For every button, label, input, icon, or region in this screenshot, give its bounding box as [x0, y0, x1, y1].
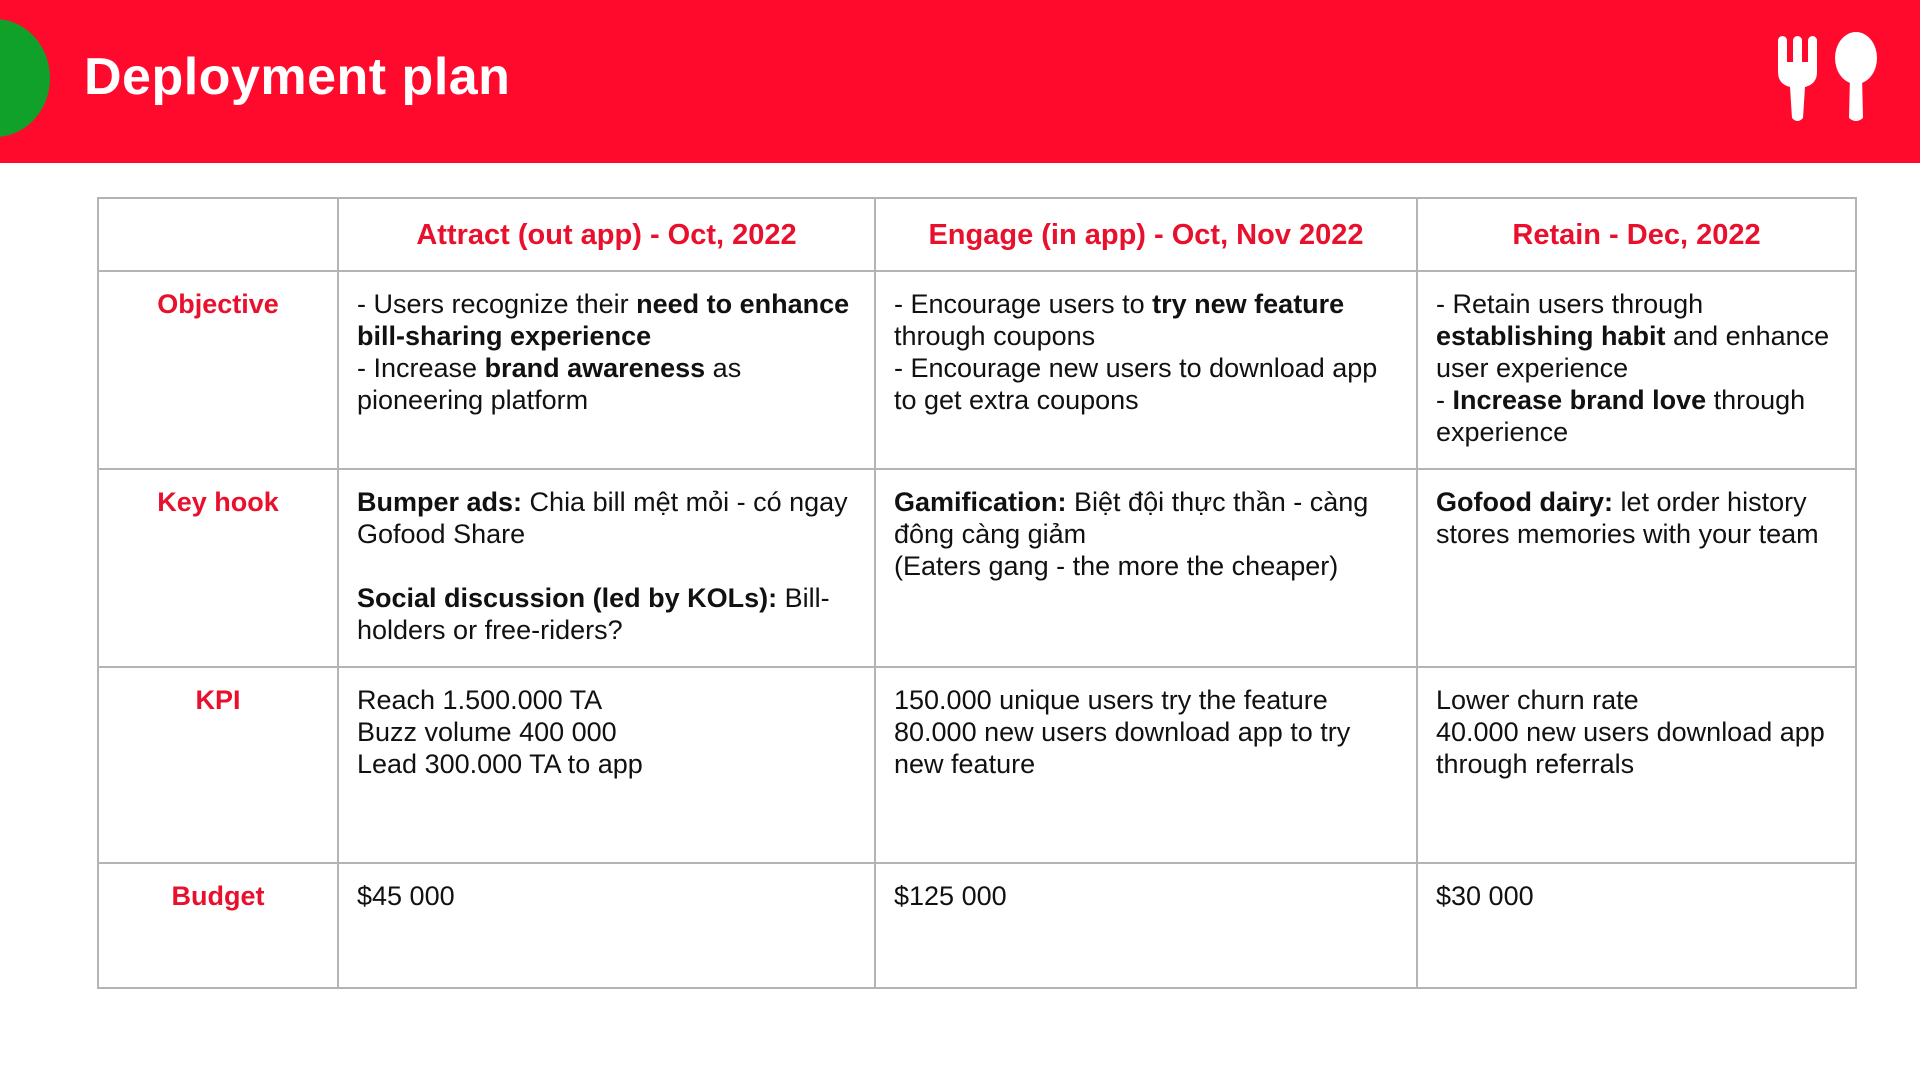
kpi-retain-cell: Lower churn rate 40.000 new users download app through referrals [1417, 667, 1856, 863]
table-row-budget [98, 863, 1856, 988]
page-title: Deployment plan [84, 48, 511, 106]
row-header-kpi: KPI [98, 667, 338, 863]
row-header-objective: Objective [98, 271, 338, 469]
row-header-key-hook: Key hook [98, 469, 338, 667]
budget-retain-cell: $30 000 [1417, 863, 1856, 988]
kpi-engage-cell: 150.000 unique users try the feature 80.000 new users download app to try new feature [875, 667, 1417, 863]
header-banner [0, 0, 1920, 163]
decorative-circle [0, 19, 50, 137]
column-header-attract: Attract (out app) - Oct, 2022 [338, 198, 875, 271]
key-hook-attract-cell: Bumper ads: Chia bill mệt mỏi - có ngay Gofood Share Social discussion (led by KOLs): Bill-holders or free-riders? [338, 469, 875, 667]
key-hook-retain-cell: Gofood dairy: let order history stores memories with your team [1417, 469, 1856, 667]
corner-cell [98, 198, 338, 271]
fork-spoon-icon [1772, 32, 1884, 122]
objective-retain-cell: - Retain users through establishing habit and enhance user experience - Increase brand love through experience [1417, 271, 1856, 469]
key-hook-engage-cell: Gamification: Biệt đội thực thần - càng đông càng giảm (Eaters gang - the more the cheaper) [875, 469, 1417, 667]
objective-engage-cell: - Encourage users to try new feature through coupons - Encourage new users to download app to get extra coupons [875, 271, 1417, 469]
table-row-objective [98, 271, 1856, 469]
kpi-attract-cell: Reach 1.500.000 TA Buzz volume 400 000 Lead 300.000 TA to app [338, 667, 875, 863]
table-header-row [98, 198, 1856, 271]
deployment-plan-table [97, 197, 1857, 989]
budget-engage-cell: $125 000 [875, 863, 1417, 988]
table-row-kpi [98, 667, 1856, 863]
budget-attract-cell: $45 000 [338, 863, 875, 988]
column-header-engage: Engage (in app) - Oct, Nov 2022 [875, 198, 1417, 271]
row-header-budget: Budget [98, 863, 338, 988]
table-row-key-hook [98, 469, 1856, 667]
column-header-retain: Retain - Dec, 2022 [1417, 198, 1856, 271]
objective-attract-cell: - Users recognize their need to enhance bill-sharing experience - Increase brand awareness as pioneering platform [338, 271, 875, 469]
